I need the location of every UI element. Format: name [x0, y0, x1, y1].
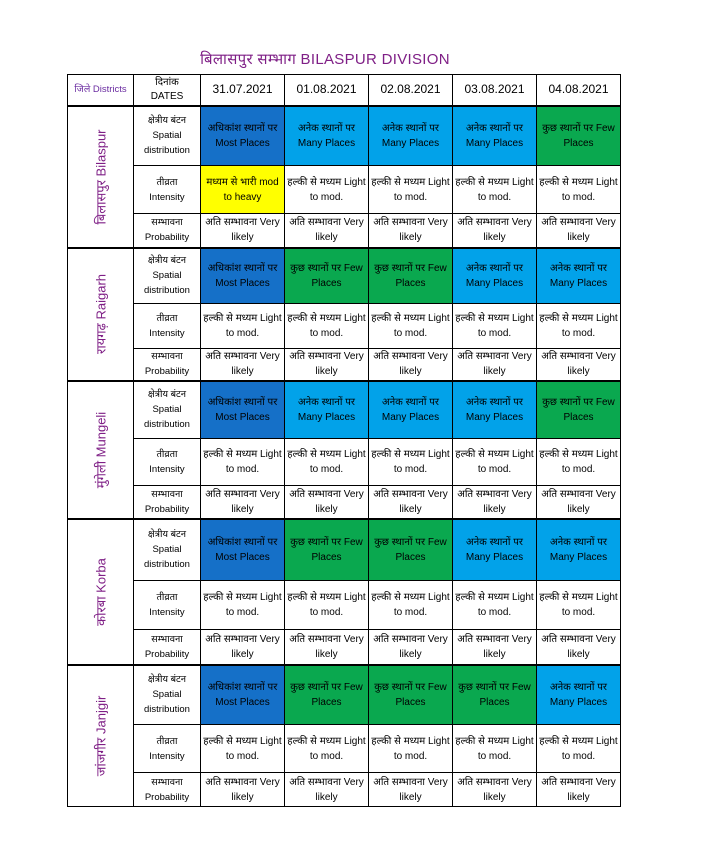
param-label-line: सम्भावना	[151, 351, 183, 363]
param-label-line: Probability	[144, 366, 190, 378]
forecast-cell: हल्की से मध्यम Light to mod.	[537, 304, 621, 349]
forecast-cell: हल्की से मध्यम Light to mod.	[285, 725, 369, 773]
forecast-cell: अनेक स्थानों पर Many Places	[537, 248, 621, 304]
param-label-line: Spatial	[152, 544, 182, 556]
forecast-cell: हल्की से मध्यम Light to mod.	[453, 304, 537, 349]
forecast-cell: कुछ स्थानों पर Few Places	[369, 248, 453, 304]
forecast-cell: अधिकांश स्थानों पर Most Places	[201, 519, 285, 581]
forecast-cell: अति सम्भावना Very likely	[369, 214, 453, 248]
forecast-cell: कुछ स्थानों पर Few Places	[369, 519, 453, 581]
forecast-cell: अति सम्भावना Very likely	[285, 773, 369, 807]
forecast-cell: अति सम्भावना Very likely	[453, 214, 537, 248]
district-row-probability	[68, 486, 621, 519]
forecast-cell: हल्की से मध्यम Light to mod.	[201, 439, 285, 486]
forecast-cell: अति सम्भावना Very likely	[537, 214, 621, 248]
param-label-line: क्षेत्रीय बंटन	[147, 674, 187, 686]
forecast-cell: हल्की से मध्यम Light to mod.	[453, 581, 537, 630]
forecast-cell: अति सम्भावना Very likely	[285, 486, 369, 519]
forecast-cell: अधिकांश स्थानों पर Most Places	[201, 665, 285, 725]
forecast-cell: अति सम्भावना Very likely	[453, 630, 537, 665]
forecast-cell: कुछ स्थानों पर Few Places	[285, 519, 369, 581]
forecast-cell: अनेक स्थानों पर Many Places	[369, 381, 453, 439]
district-cell	[68, 519, 134, 665]
forecast-cell: अति सम्भावना Very likely	[369, 486, 453, 519]
district-row-spatial	[68, 248, 621, 304]
forecast-cell: हल्की से मध्यम Light to mod.	[537, 725, 621, 773]
param-label-line: क्षेत्रीय बंटन	[147, 255, 187, 267]
param-label-intensity	[134, 725, 201, 773]
forecast-cell: हल्की से मध्यम Light to mod.	[453, 725, 537, 773]
districts-header: जिले Districts	[68, 75, 134, 106]
forecast-cell: हल्की से मध्यम Light to mod.	[285, 581, 369, 630]
date-header-1: 31.07.2021	[201, 75, 285, 106]
forecast-cell: कुछ स्थानों पर Few Places	[285, 248, 369, 304]
forecast-cell: हल्की से मध्यम Light to mod.	[369, 581, 453, 630]
param-label-probability	[134, 630, 201, 665]
district-name: कोरबा Korba	[93, 557, 108, 626]
param-label-spatial	[134, 665, 201, 725]
forecast-cell: अधिकांश स्थानों पर Most Places	[201, 248, 285, 304]
forecast-cell: हल्की से मध्यम Light to mod.	[537, 439, 621, 486]
param-label-intensity	[134, 581, 201, 630]
forecast-cell: अति सम्भावना Very likely	[537, 486, 621, 519]
forecast-cell: अति सम्भावना Very likely	[537, 630, 621, 665]
forecast-cell: अति सम्भावना Very likely	[285, 349, 369, 381]
forecast-cell: अति सम्भावना Very likely	[369, 630, 453, 665]
forecast-cell: अनेक स्थानों पर Many Places	[285, 381, 369, 439]
forecast-cell: कुछ स्थानों पर Few Places	[537, 106, 621, 166]
param-label-line: क्षेत्रीय बंटन	[147, 115, 187, 127]
forecast-cell: अति सम्भावना Very likely	[537, 773, 621, 807]
date-header-5: 04.08.2021	[537, 75, 621, 106]
forecast-cell: अधिकांश स्थानों पर Most Places	[201, 106, 285, 166]
district-row-probability	[68, 630, 621, 665]
district-cell	[68, 106, 134, 248]
param-label-intensity	[134, 166, 201, 214]
forecast-cell: अति सम्भावना Very likely	[453, 486, 537, 519]
date-header-2: 01.08.2021	[285, 75, 369, 106]
district-name: जांजगीर Janjgir	[93, 695, 108, 777]
forecast-cell: हल्की से मध्यम Light to mod.	[369, 304, 453, 349]
param-label-intensity	[134, 439, 201, 486]
param-label-line: Probability	[144, 503, 190, 515]
district-row-intensity	[68, 581, 621, 630]
param-label-line: distribution	[144, 145, 190, 157]
forecast-cell: हल्की से मध्यम Light to mod.	[285, 166, 369, 214]
district-name: बिलासपुर Bilaspur	[93, 128, 108, 225]
district-row-intensity	[68, 304, 621, 349]
param-label-line: Probability	[144, 232, 190, 244]
forecast-cell: अति सम्भावना Very likely	[285, 214, 369, 248]
param-label-probability	[134, 773, 201, 807]
param-label-line: सम्भावना	[151, 776, 183, 788]
forecast-cell: अनेक स्थानों पर Many Places	[537, 665, 621, 725]
page-title: बिलासपुर सम्भाग BILASPUR DIVISION	[200, 51, 450, 68]
district-cell	[68, 248, 134, 381]
param-label-line: तीव्रता	[156, 592, 178, 603]
district-row-probability	[68, 349, 621, 381]
dates-header	[134, 75, 201, 106]
param-label-line: सम्भावना	[151, 488, 183, 500]
forecast-cell: अति सम्भावना Very likely	[537, 349, 621, 381]
param-label-line: Spatial	[152, 404, 182, 416]
forecast-cell: अति सम्भावना Very likely	[201, 773, 285, 807]
param-label-line: क्षेत्रीय बंटन	[147, 389, 187, 401]
param-label-probability	[134, 214, 201, 248]
forecast-table	[67, 74, 621, 807]
district-name: रायगढ़ Raigarh	[93, 274, 108, 354]
param-label-line: तीव्रता	[156, 735, 178, 747]
dates-header-hindi: दिनांक	[155, 76, 179, 88]
header-row	[68, 75, 621, 106]
param-label-line: Intensity	[149, 328, 185, 339]
forecast-cell: हल्की से मध्यम Light to mod.	[453, 166, 537, 214]
forecast-cell: कुछ स्थानों पर Few Places	[285, 665, 369, 725]
param-label-line: Probability	[144, 791, 190, 803]
forecast-cell: हल्की से मध्यम Light to mod.	[201, 725, 285, 773]
district-row-spatial	[68, 106, 621, 166]
param-label-line: distribution	[144, 285, 190, 297]
param-label-line: Intensity	[149, 191, 185, 203]
param-label-line: Spatial	[152, 689, 182, 701]
param-label-line: सम्भावना	[151, 217, 183, 229]
param-label-line: Intensity	[149, 464, 185, 475]
param-label-probability	[134, 349, 201, 381]
param-label-line: distribution	[144, 704, 190, 716]
district-name: मुंगेली Mungeli	[93, 411, 108, 488]
district-row-probability	[68, 214, 621, 248]
forecast-cell: अति सम्भावना Very likely	[201, 214, 285, 248]
forecast-cell: अनेक स्थानों पर Many Places	[453, 248, 537, 304]
param-label-intensity	[134, 304, 201, 349]
forecast-cell: अति सम्भावना Very likely	[201, 630, 285, 665]
date-header-3: 02.08.2021	[369, 75, 453, 106]
param-label-line: तीव्रता	[156, 449, 178, 460]
param-label-spatial	[134, 248, 201, 304]
forecast-cell: हल्की से मध्यम Light to mod.	[369, 439, 453, 486]
forecast-cell: कुछ स्थानों पर Few Places	[453, 665, 537, 725]
forecast-cell: अनेक स्थानों पर Many Places	[285, 106, 369, 166]
param-label-spatial	[134, 106, 201, 166]
forecast-cell: हल्की से मध्यम Light to mod.	[201, 581, 285, 630]
param-label-line: तीव्रता	[156, 313, 178, 324]
param-label-line: सम्भावना	[151, 633, 183, 645]
forecast-cell: अति सम्भावना Very likely	[453, 349, 537, 381]
forecast-cell: हल्की से मध्यम Light to mod.	[537, 581, 621, 630]
district-cell	[68, 381, 134, 519]
forecast-cell: कुछ स्थानों पर Few Places	[369, 665, 453, 725]
forecast-cell: हल्की से मध्यम Light to mod.	[285, 304, 369, 349]
forecast-cell: अनेक स्थानों पर Many Places	[369, 106, 453, 166]
forecast-cell: हल्की से मध्यम Light to mod.	[369, 725, 453, 773]
district-row-intensity	[68, 439, 621, 486]
param-label-line: Intensity	[149, 750, 185, 762]
forecast-cell: अति सम्भावना Very likely	[369, 773, 453, 807]
dates-header-english: DATES	[150, 90, 184, 102]
param-label-spatial	[134, 519, 201, 581]
forecast-cell: हल्की से मध्यम Light to mod.	[201, 304, 285, 349]
forecast-cell: मध्यम से भारी mod to heavy	[201, 166, 285, 214]
param-label-line: Spatial	[152, 130, 182, 142]
forecast-cell: अति सम्भावना Very likely	[201, 486, 285, 519]
district-cell	[68, 665, 134, 807]
param-label-probability	[134, 486, 201, 519]
param-label-line: Intensity	[149, 607, 185, 618]
forecast-cell: हल्की से मध्यम Light to mod.	[369, 166, 453, 214]
forecast-cell: अनेक स्थानों पर Many Places	[453, 519, 537, 581]
district-row-spatial	[68, 665, 621, 725]
param-label-line: distribution	[144, 419, 190, 431]
param-label-line: Probability	[144, 648, 190, 660]
forecast-cell: अनेक स्थानों पर Many Places	[453, 381, 537, 439]
forecast-cell: अति सम्भावना Very likely	[201, 349, 285, 381]
date-header-4: 03.08.2021	[453, 75, 537, 106]
param-label-line: तीव्रता	[156, 176, 178, 188]
forecast-cell: अधिकांश स्थानों पर Most Places	[201, 381, 285, 439]
forecast-cell: अति सम्भावना Very likely	[285, 630, 369, 665]
forecast-cell: हल्की से मध्यम Light to mod.	[537, 166, 621, 214]
forecast-cell: हल्की से मध्यम Light to mod.	[285, 439, 369, 486]
district-row-spatial	[68, 381, 621, 439]
district-row-spatial	[68, 519, 621, 581]
forecast-cell: अनेक स्थानों पर Many Places	[537, 519, 621, 581]
district-row-intensity	[68, 166, 621, 214]
forecast-cell: अति सम्भावना Very likely	[453, 773, 537, 807]
param-label-line: क्षेत्रीय बंटन	[147, 529, 187, 541]
forecast-cell: अनेक स्थानों पर Many Places	[453, 106, 537, 166]
param-label-line: Spatial	[152, 270, 182, 282]
district-row-intensity	[68, 725, 621, 773]
param-label-spatial	[134, 381, 201, 439]
district-row-probability	[68, 773, 621, 807]
forecast-cell: अति सम्भावना Very likely	[369, 349, 453, 381]
forecast-cell: कुछ स्थानों पर Few Places	[537, 381, 621, 439]
forecast-cell: हल्की से मध्यम Light to mod.	[453, 439, 537, 486]
param-label-line: distribution	[144, 559, 190, 571]
